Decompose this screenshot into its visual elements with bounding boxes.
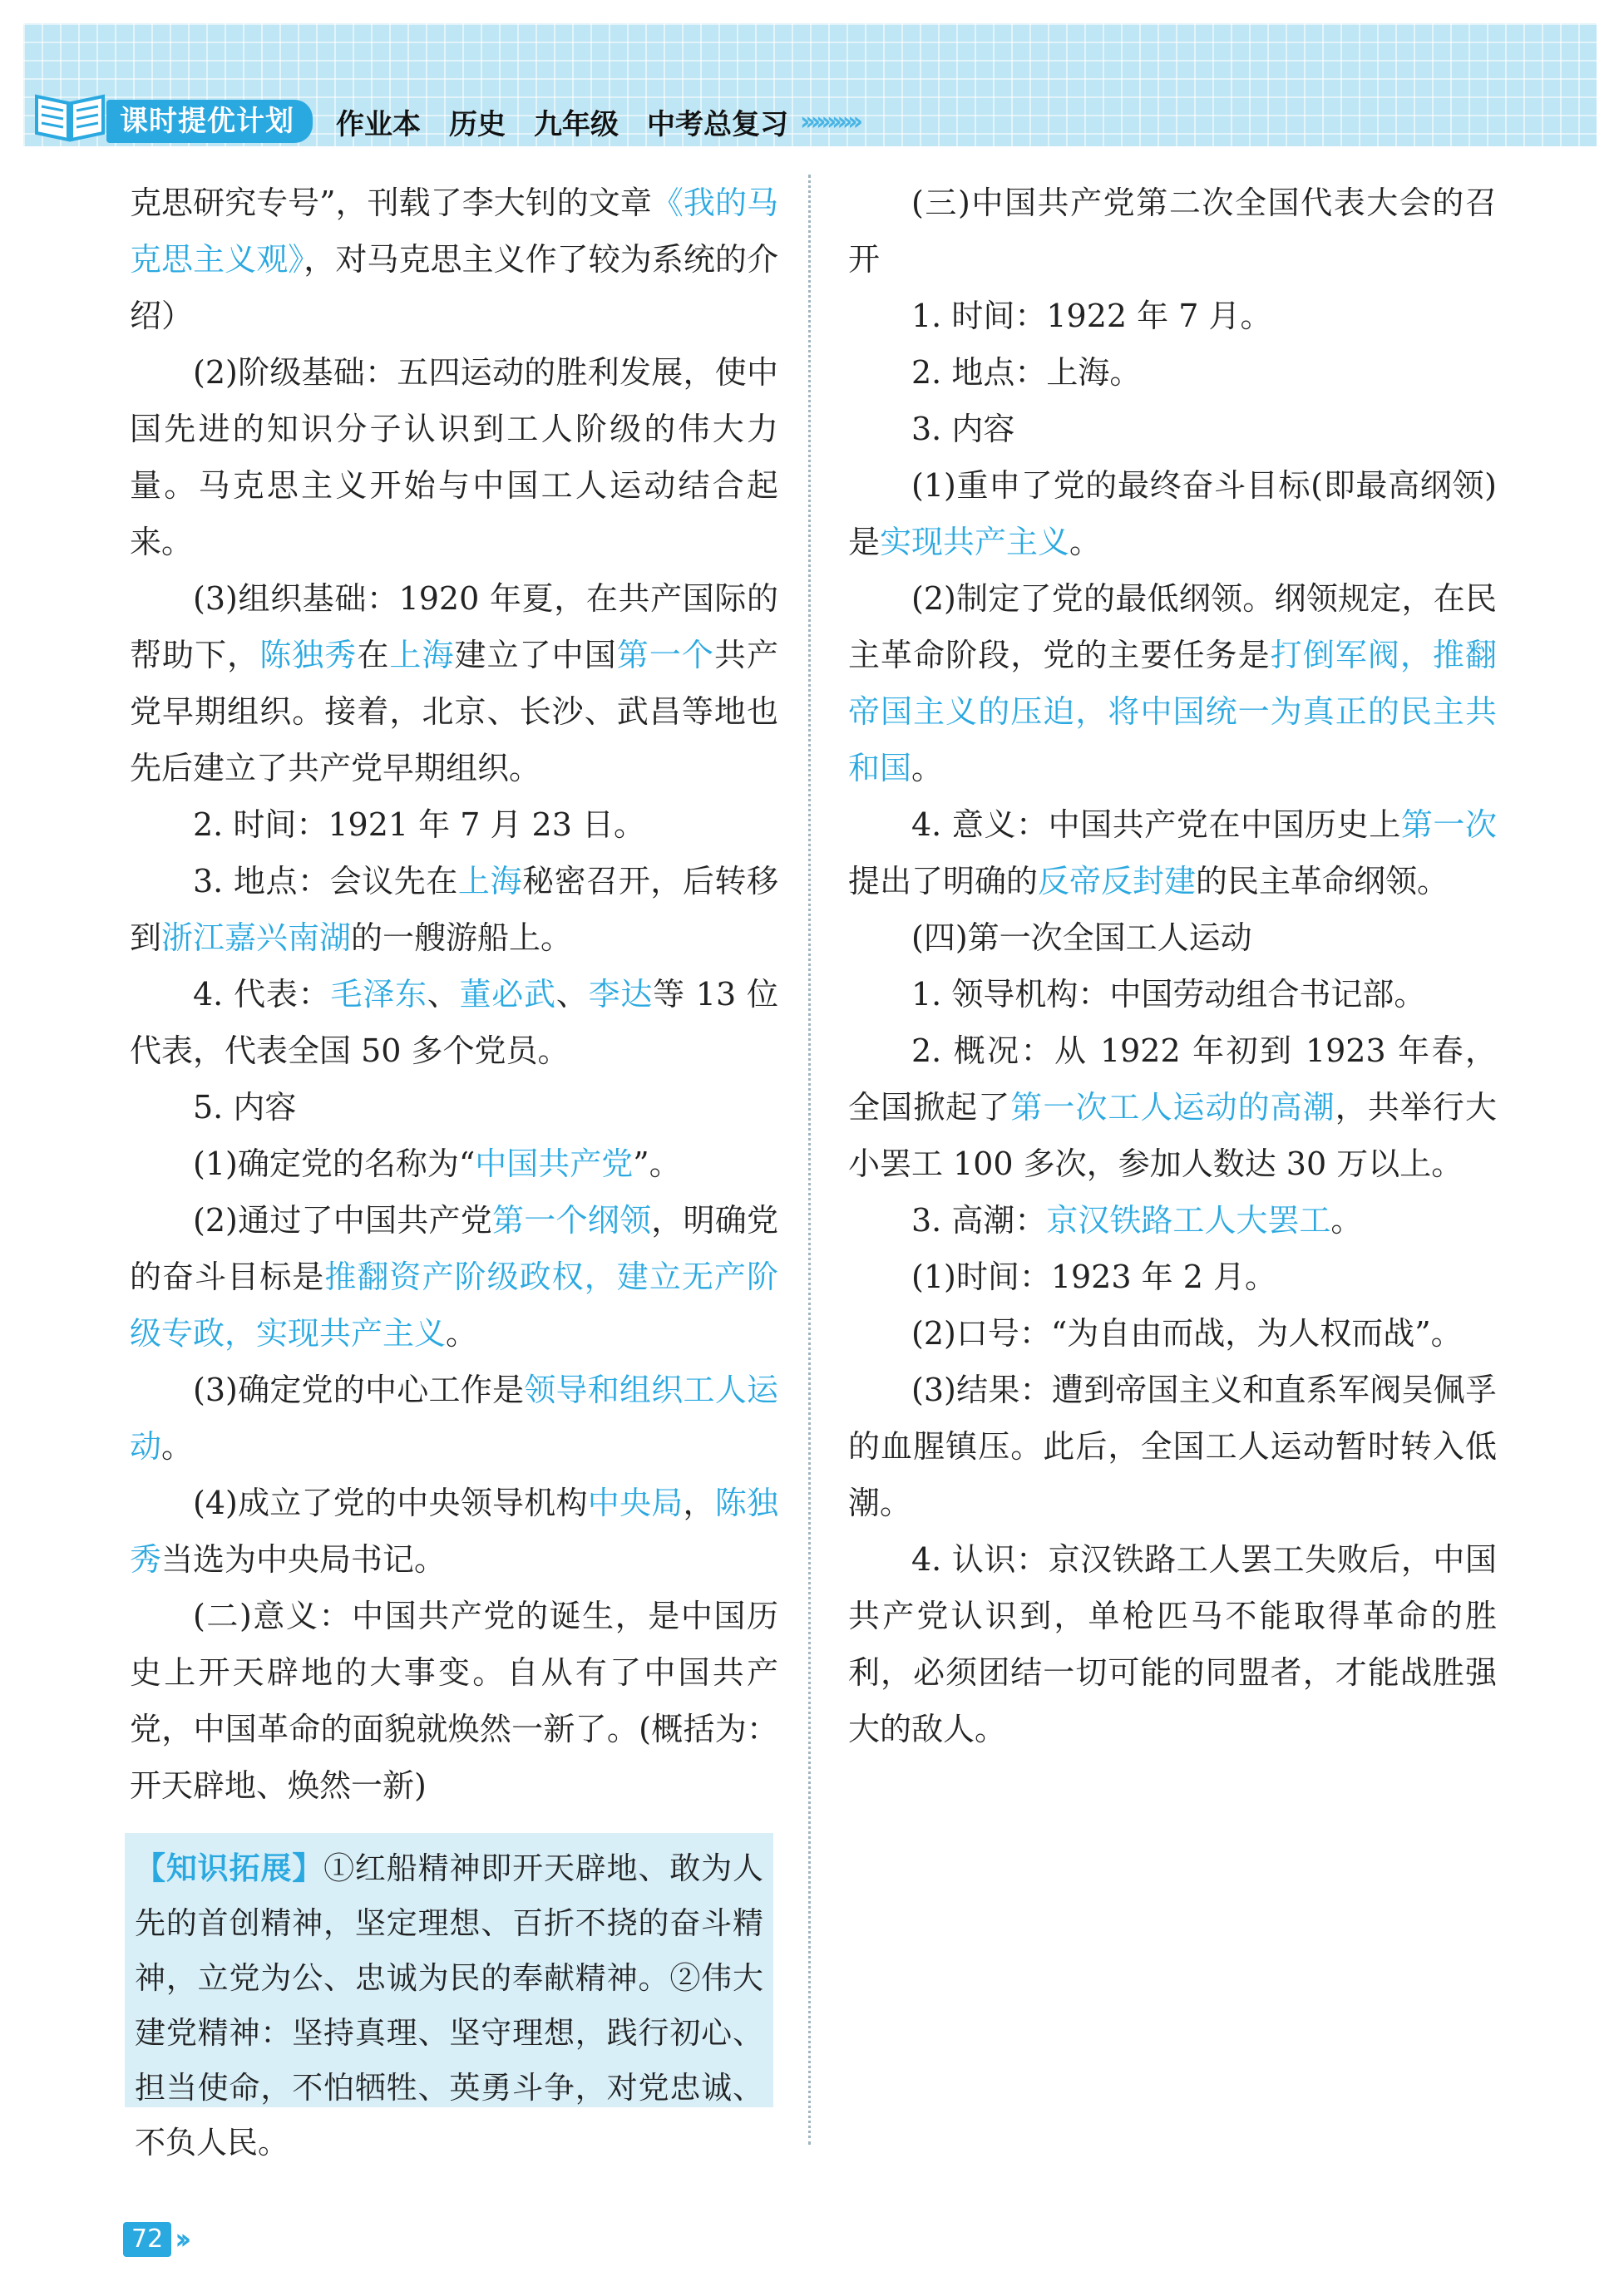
- answer-highlight: 上海: [389, 637, 455, 673]
- answer-highlight: 陈独秀: [259, 637, 358, 673]
- paragraph-text: (3)结果：遭到帝国主义和直系军阀吴佩孚的血腥镇压。此后，全国工人运动暂时转入低潮。: [848, 1372, 1497, 1521]
- paragraph-text: 3. 内容: [911, 411, 1015, 447]
- paragraph-text: (四)第一次全国工人运动: [911, 919, 1252, 956]
- answer-highlight: 浙江嘉兴南湖: [161, 919, 352, 956]
- paragraph: [130, 853, 778, 966]
- paragraph-text: 在: [357, 637, 390, 673]
- paragraph-text: (三)中国共产党第二次全国代表大会的召开: [848, 185, 1497, 278]
- paragraph: [130, 175, 778, 344]
- paragraph-text: (2)口号：“为自由而战，为人权而战”。: [911, 1315, 1463, 1352]
- paragraph: [848, 1531, 1497, 1757]
- paragraph-text: 3. 高潮：: [911, 1202, 1047, 1239]
- paragraph-text: 、: [427, 976, 460, 1013]
- answer-highlight: 董必武: [459, 976, 556, 1013]
- paragraph-text: 提出了明确的: [848, 863, 1039, 899]
- header-title: 作业本 历史 九年级 中考总复习: [336, 107, 788, 141]
- answer-highlight: 李达: [588, 976, 654, 1013]
- paragraph-text: 1. 领导机构：中国劳动组合书记部。: [911, 976, 1426, 1013]
- paragraph: [848, 401, 1497, 457]
- paragraph: [130, 1362, 778, 1475]
- paragraph-text: 、: [555, 976, 589, 1013]
- header-arrows: ›››››››››››: [800, 106, 858, 136]
- header-bar: [106, 100, 858, 143]
- paragraph-text: ，明确党的奋斗目标是: [130, 1202, 778, 1295]
- answer-highlight: 中国共产党: [475, 1146, 634, 1182]
- paragraph: [848, 457, 1497, 570]
- paragraph-text: (二)意义：中国共产党的诞生，是中国历史上开天辟地的大事变。自从有了中国共产党，中国革命的面貌就焕然一新了。(概括为：开天辟地、焕然一新): [130, 1598, 778, 1804]
- paragraph-text: ，共举行大小罢工 100 多次，参加人数达 30 万以上。: [848, 1089, 1497, 1182]
- column-divider: [808, 175, 811, 2145]
- paragraph-text: 1. 时间：1922 年 7 月。: [911, 298, 1272, 334]
- paragraph-text: 2. 概况：从 1922 年初到 1923 年春，全国掀起了: [848, 1032, 1497, 1126]
- left-column: [130, 175, 778, 1814]
- answer-highlight: 京汉铁路工人大罢工: [1046, 1202, 1331, 1239]
- paragraph: [130, 1192, 778, 1362]
- paragraph: [848, 796, 1497, 909]
- paragraph: [848, 1022, 1497, 1192]
- paragraph-text: (1)重申了党的最终奋斗目标(即最高纲领)是: [848, 467, 1497, 560]
- paragraph-text: 的一艘游船上。: [351, 919, 573, 956]
- page-number-arrows: ››: [175, 2223, 185, 2256]
- paragraph-text: (2)阶级基础：五四运动的胜利发展，使中国先进的知识分子认识到工人阶级的伟大力量。马克思主义开始与中国工人运动结合起来。: [130, 354, 778, 560]
- paragraph: [130, 1079, 778, 1136]
- right-column: [848, 175, 1497, 1757]
- answer-highlight: 中央局: [587, 1485, 684, 1521]
- paragraph: [848, 966, 1497, 1022]
- paragraph-text: 4. 意义：中国共产党在中国历史上: [911, 806, 1401, 843]
- answer-highlight: 第一次: [1400, 806, 1497, 843]
- paragraph-text: 。: [911, 750, 944, 786]
- paragraph-text: 的民主革命纲领。: [1196, 863, 1449, 899]
- answer-highlight: 领导和组织工人运动: [130, 1372, 778, 1465]
- paragraph-text: 等 13 位代表，代表全国 50 多个党员。: [130, 976, 778, 1069]
- paragraph: [848, 1305, 1497, 1362]
- brand-label: 课时提优计划: [106, 100, 313, 143]
- answer-highlight: 实现共产主义: [880, 524, 1070, 560]
- paragraph: [848, 570, 1497, 796]
- paragraph-text: 4. 代表：: [193, 976, 331, 1013]
- paragraph-text: 4. 认识：京汉铁路工人罢工失败后，中国共产党认识到，单枪匹马不能取得革命的胜利，必须团结一切可能的同盟者，才能战胜强大的敌人。: [848, 1541, 1497, 1747]
- paragraph-text: 克思研究专号”，刊载了李大钊的文章: [130, 185, 652, 221]
- page-number-value: 72: [123, 2222, 171, 2257]
- paragraph-text: 。: [1069, 524, 1102, 560]
- paragraph-text: 2. 地点：上海。: [911, 354, 1142, 391]
- paragraph-text: 5. 内容: [193, 1089, 297, 1126]
- paragraph-text: 2. 时间：1921 年 7 月 23 日。: [193, 806, 645, 843]
- paragraph-text: (2)通过了中国共产党: [193, 1202, 493, 1239]
- answer-highlight: 反帝反封建: [1038, 863, 1197, 899]
- paragraph-text: 。: [446, 1315, 478, 1352]
- paragraph: [848, 1362, 1497, 1531]
- paragraph-text: 3. 地点：会议先在: [193, 863, 458, 899]
- answer-highlight: 第一次工人运动的高潮: [1010, 1089, 1335, 1126]
- paragraph-text: 。: [161, 1428, 194, 1465]
- paragraph: [848, 909, 1497, 966]
- paragraph-text: (2)制定了党的最低纲领。纲领规定，在民主革命阶段，党的主要任务是: [848, 580, 1497, 673]
- page-number: [123, 2220, 185, 2259]
- expansion-tag: 【知识拓展】: [135, 1850, 324, 1886]
- paragraph: [130, 344, 778, 570]
- paragraph-text: ，对马克思主义作了较为系统的介绍）: [130, 241, 778, 334]
- paragraph: [130, 570, 778, 796]
- paragraph: [130, 1136, 778, 1192]
- paragraph: [848, 288, 1497, 344]
- paragraph-text: (4)成立了党的中央领导机构: [193, 1485, 588, 1521]
- paragraph-text: (3)确定党的中心工作是: [193, 1372, 525, 1408]
- paragraph: [848, 344, 1497, 401]
- paragraph: [130, 966, 778, 1079]
- paragraph: [848, 1249, 1497, 1305]
- paragraph-text: 当选为中央局书记。: [161, 1541, 447, 1578]
- paragraph-text: 共产党早期组织。接着，北京、长沙、武昌等地也先后建立了共产党早期组织。: [130, 637, 778, 786]
- paragraph: [130, 796, 778, 853]
- paragraph-text: 。: [1330, 1202, 1363, 1239]
- paragraph-text: (3)组织基础：1920 年夏，在共产国际的帮助下，: [130, 580, 778, 673]
- paragraph: [130, 1588, 778, 1814]
- paragraph: [848, 1192, 1497, 1249]
- paragraph-text: ，: [683, 1485, 715, 1521]
- paragraph: [130, 1475, 778, 1588]
- paragraph-text: (1)确定党的名称为“: [193, 1146, 476, 1182]
- answer-highlight: 打倒军阀，推翻帝国主义的压迫，将中国统一为真正的民主共和国: [848, 637, 1497, 786]
- answer-highlight: 第一个纲领: [492, 1202, 652, 1239]
- answer-highlight: 《我的马克思主义观》: [130, 185, 778, 278]
- answer-highlight: 陈独秀: [130, 1485, 778, 1578]
- knowledge-expansion-box: [125, 1833, 773, 2161]
- paragraph-text: 秘密召开，后转移到: [130, 863, 778, 956]
- paragraph-text: (1)时间：1923 年 2 月。: [911, 1259, 1276, 1295]
- answer-highlight: 毛泽东: [330, 976, 427, 1013]
- open-book-icon: [32, 85, 108, 145]
- paragraph: [848, 175, 1497, 288]
- paragraph-text: 建立了中国: [454, 637, 617, 673]
- answer-highlight: 推翻资产阶级政权，建立无产阶级专政，实现共产主义: [130, 1259, 778, 1352]
- answer-highlight: 上海: [457, 863, 523, 899]
- answer-highlight: 第一个: [616, 637, 714, 673]
- paragraph-text: ”。: [633, 1146, 681, 1182]
- expansion-text: ①红船精神即开天辟地、敢为人先的首创精神，坚定理想、百折不挠的奋斗精神，立党为公、忠诚为民的奉献精神。②伟大建党精神：坚持真理、坚守理想，践行初心、担当使命，不怕牺牲、英勇斗争，对党忠诚、不负人民。: [135, 1850, 764, 2161]
